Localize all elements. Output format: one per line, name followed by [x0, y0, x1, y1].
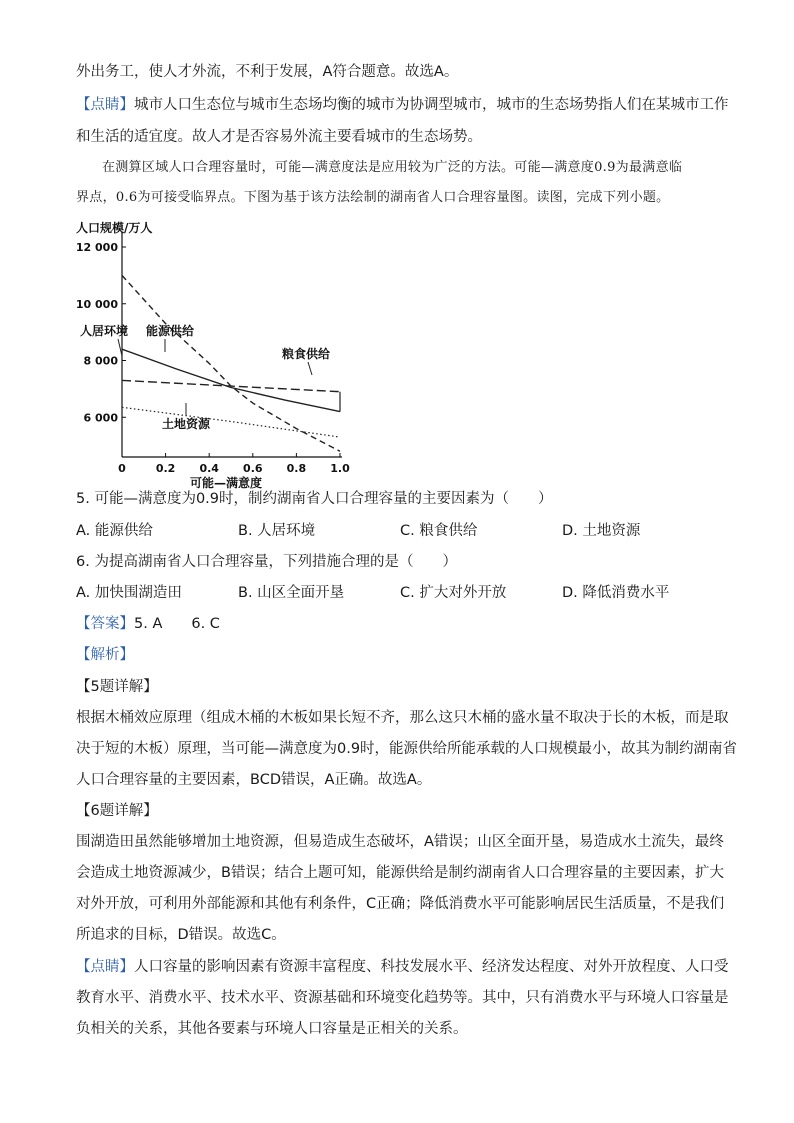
q5-option-a: A. 能源供给: [76, 523, 153, 539]
detail-5-tag: 【5题详解】: [76, 679, 158, 695]
x-tick-label: 0.4: [199, 462, 219, 475]
question-intro: 界点，0.6为可接受临界点。下图为基于该方法绘制的湖南省人口合理容量图。读图，完成下列小题。: [76, 190, 670, 205]
detail-5-line: 人口合理容量的主要因素，BCD错误，A正确。故选A。: [76, 772, 432, 788]
detail-6-tag: 【6题详解】: [76, 803, 158, 819]
q6-option-b: B. 山区全面开垦: [238, 585, 345, 601]
q5-option-c: C. 粮食供给: [400, 523, 478, 539]
tip-tag: 【点睛】: [76, 97, 134, 113]
tip-line: [76, 95, 729, 115]
detail-5-line: 根据木桶效应原理（组成木桶的木板如果长短不齐，那么这只木桶的盛水量不取决于长的木板，而是取: [76, 710, 729, 726]
x-tick-label: 1.0: [330, 462, 350, 475]
series-line-粮食供给: [122, 380, 340, 391]
y-tick-label: 6 000: [83, 411, 118, 425]
paragraph-line: 和生活的适宜度。故人才是否容易外流主要看城市的生态场势。: [76, 129, 482, 145]
y-tick-label: 8 000: [83, 354, 118, 368]
tip-line: 负相关的关系，其他各要素与环境人口容量是正相关的关系。: [76, 1021, 468, 1037]
detail-6-line: 会造成土地资源减少，B错误；结合上题可知，能源供给是制约湖南省人口合理容量的主要因素，扩大: [76, 865, 724, 881]
x-tick-label: 0.6: [243, 462, 263, 475]
series-label: 粮食供给: [282, 347, 331, 361]
answer-tag: 【答案】: [76, 616, 134, 632]
tip-text: 城市人口生态位与城市生态场均衡的城市为协调型城市，城市的生态场势指人们在某城市工作: [134, 97, 729, 113]
series-label-leader: [308, 362, 312, 375]
y-tick-label: 12 000: [75, 241, 118, 254]
question-intro: 在测算区域人口合理容量时，可能—满意度法是应用较为广泛的方法。可能—满意度0.9为最满意临: [102, 160, 683, 175]
series-line-能源供给: [122, 275, 340, 451]
analysis-tag: 【解析】: [76, 647, 134, 663]
x-tick-label: 0.8: [286, 462, 307, 475]
tip-text: 人口容量的影响因素有资源丰富程度、科技发展水平、经济发达程度、对外开放程度、人口受: [134, 959, 729, 975]
x-tick-label: 0: [118, 462, 126, 475]
q6-option-d: D. 降低消费水平: [562, 585, 670, 601]
x-axis-label: 可能—满意度: [189, 476, 263, 490]
q6-option-c: C. 扩大对外开放: [400, 585, 507, 601]
tip-line: [76, 957, 729, 977]
detail-5-line: 决于短的木板）原理，当可能—满意度为0.9时，能源供给所能承载的人口规模最小，故其为制约湖南省: [76, 741, 738, 757]
detail-6-line: 所追求的目标，D错误。故选C。: [76, 927, 286, 943]
y-axis-label: 人口规模/万人: [76, 221, 153, 235]
tip-line: 教育水平、消费水平、技术水平、资源基础和环境变化趋势等。其中，只有消费水平与环境人口容量是: [76, 990, 729, 1006]
series-line-土地资源: [122, 407, 340, 437]
series-label: 人居环境: [80, 324, 129, 338]
q6-option-a: A. 加快围湖造田: [76, 585, 182, 601]
series-label: 土地资源: [162, 417, 211, 431]
series-label: 能源供给: [146, 324, 195, 338]
paragraph-line: 外出务工，使人才外流，不利于发展，A符合题意。故选A。: [76, 64, 459, 80]
detail-6-line: 对外开放，可利用外部能源和其他有利条件，C正确；降低消费水平可能影响居民生活质量，不是我们: [76, 896, 725, 912]
q5-option-b: B. 人居环境: [238, 523, 316, 539]
q5-option-d: D. 土地资源: [562, 523, 641, 539]
tip-tag: 【点睛】: [76, 959, 134, 975]
answer-line: [76, 614, 220, 634]
detail-6-line: 围湖造田虽然能够增加土地资源，但易造成生态破坏，A错误；山区全面开垦，易造成水土流失，最终: [76, 834, 724, 850]
x-tick-label: 0.2: [155, 462, 176, 475]
question-6-stem: 6. 为提高湖南省人口合理容量，下列措施合理的是（ ）: [76, 554, 457, 570]
question-5-stem: 5. 可能—满意度为0.9时，制约湖南省人口合理容量的主要因素为（ ）: [76, 491, 553, 507]
answer-text: 5. A 6. C: [134, 616, 220, 632]
y-tick-label: 10 000: [75, 297, 118, 311]
population-capacity-chart: [75, 220, 356, 490]
